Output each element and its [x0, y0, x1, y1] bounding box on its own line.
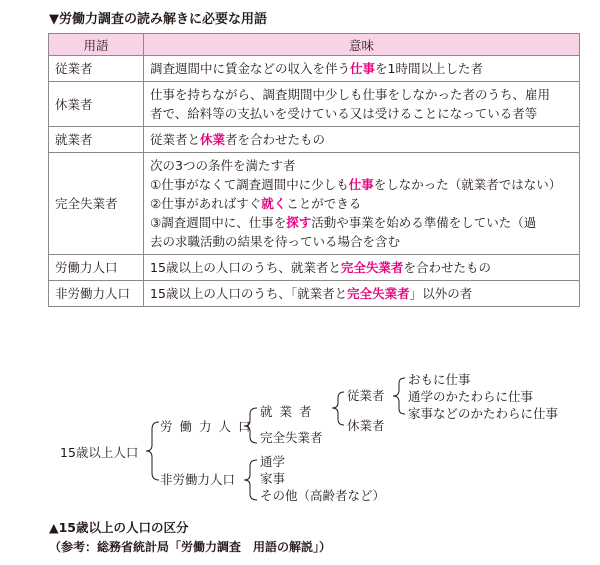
- meaning-text: 従業者と: [150, 132, 201, 147]
- meaning-text: 15歳以上の人口のうち、「就業者と: [150, 286, 348, 301]
- term-cell: 非労働力人口: [49, 281, 144, 307]
- tree-not-in-labor-force: 非労働力人口: [160, 472, 236, 487]
- meaning-text: 者で、給料等の支払いを受けている又は受けることになっている者等: [150, 106, 538, 121]
- tree-worker: 従業者: [347, 388, 385, 403]
- meaning-text: 15歳以上の人口のうち、就業者と: [150, 260, 341, 275]
- term-cell: 休業者: [49, 82, 144, 127]
- term-cell: 労働力人口: [49, 255, 144, 281]
- tree-labor-force: 労働力人口: [160, 419, 258, 434]
- diagram-caption: ▲15歳以上の人口の区分: [49, 520, 189, 535]
- meaning-text: 」以外の者: [409, 286, 473, 301]
- meaning-text: 去の求職活動の結果を待っている場合を含む: [150, 234, 401, 249]
- highlight-text: 就く: [261, 196, 287, 211]
- meaning-text: 次の3つの条件を満たす者: [150, 158, 296, 173]
- tree-employed: 就業者: [260, 404, 319, 419]
- highlight-text: 完全失業者: [340, 260, 404, 275]
- meaning-text: ことができる: [286, 196, 362, 211]
- term-cell: 完全失業者: [49, 153, 144, 255]
- tree-housework: 家事: [260, 471, 286, 486]
- meaning-text: を合わせたもの: [403, 260, 491, 275]
- meaning-text: ①仕事がなくて調査週間中に少しも: [150, 177, 349, 192]
- term-cell: 就業者: [49, 127, 144, 153]
- meaning-text: 仕事を持ちながら、調査期間中少しも仕事をしなかった者のうち、雇用: [150, 87, 551, 102]
- worker-brace: [393, 378, 405, 414]
- employed-brace: [332, 392, 344, 425]
- meaning-text: をしなかった（就業者ではない）: [373, 177, 562, 192]
- tree-work-while-school: 通学のかたわらに仕事: [408, 389, 534, 404]
- tree-unemployed: 完全失業者: [260, 430, 323, 445]
- meaning-text: 者を合わせたもの: [225, 132, 326, 147]
- meaning-text: ②仕事があればすぐ: [150, 196, 262, 211]
- tree-work-mainly: おもに仕事: [408, 372, 471, 387]
- column-header-meaning: 意味: [144, 34, 580, 56]
- tree-other: その他（高齢者など）: [260, 488, 386, 503]
- root-brace: [146, 422, 159, 480]
- meaning-text: を1時間以上した者: [375, 61, 483, 76]
- term-cell: 従業者: [49, 56, 144, 82]
- section-heading: ▼労働力調査の読み解きに必要な用語: [49, 12, 267, 27]
- source-note: （参考：総務省統計局「労働力調査 用語の解説」）: [49, 540, 332, 554]
- highlight-text: 探す: [286, 215, 312, 230]
- tree-work-while-house: 家事などのかたわらに仕事: [408, 406, 559, 421]
- meaning-text: 活動や事業を始める準備をしていた（過: [311, 215, 537, 230]
- meaning-text: 調査週間中に賃金などの収入を伴う: [150, 61, 351, 76]
- highlight-text: 仕事: [350, 61, 376, 76]
- tree-school: 通学: [260, 454, 286, 469]
- highlight-text: 休業: [200, 132, 226, 147]
- tree-root: 15歳以上人口: [60, 445, 139, 460]
- highlight-text: 完全失業者: [347, 286, 410, 301]
- not-in-labor-force-brace: [244, 460, 257, 500]
- meaning-text: ③調査週間中に、仕事を: [150, 215, 287, 230]
- column-header-term: 用語: [49, 34, 144, 56]
- highlight-text: 仕事: [348, 177, 374, 192]
- tree-absentee: 休業者: [347, 418, 385, 433]
